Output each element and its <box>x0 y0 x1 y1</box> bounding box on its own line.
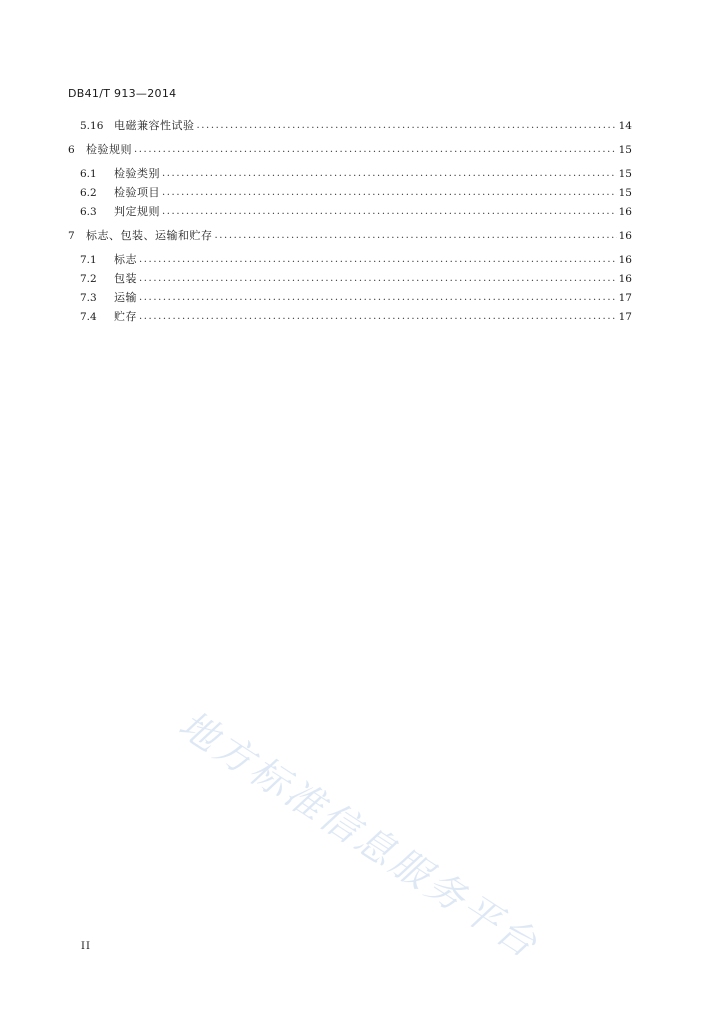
toc-entry-page: 15 <box>618 168 632 180</box>
toc-entry-7-2[interactable] <box>68 268 632 286</box>
toc-entry-title: 标志、包装、运输和贮存 <box>86 229 213 242</box>
toc-dot-leader <box>162 205 617 219</box>
toc-entry-page: 16 <box>618 230 632 242</box>
toc-entry-6[interactable] <box>68 139 632 157</box>
toc-entry-title: 标志 <box>114 253 137 266</box>
toc-entry-title: 包装 <box>114 272 137 285</box>
toc-entry-number: 7 <box>68 230 75 242</box>
toc-entry-6-3[interactable] <box>68 201 632 219</box>
toc-entry-page: 15 <box>618 187 632 199</box>
toc-entry-title: 运输 <box>114 291 137 304</box>
toc-entry-7-3[interactable] <box>68 287 632 305</box>
toc-entry-7-1[interactable] <box>68 249 632 267</box>
toc-entry-number: 6.1 <box>80 168 97 180</box>
toc-entry-page: 17 <box>618 292 632 304</box>
toc-dot-leader <box>134 143 617 157</box>
toc-entry-6-1[interactable] <box>68 163 632 181</box>
toc-entry-6-2[interactable] <box>68 182 632 200</box>
toc-entry-title: 贮存 <box>114 310 137 323</box>
page-number-footer: II <box>81 941 91 952</box>
toc-entry-number: 6.3 <box>80 206 97 218</box>
toc-dot-leader <box>139 310 617 324</box>
toc-entry-title: 电磁兼容性试验 <box>114 119 195 132</box>
toc-entry-page: 14 <box>618 120 632 132</box>
toc-entry-number: 7.4 <box>80 311 97 323</box>
toc-entry-title: 判定规则 <box>114 205 160 218</box>
toc-entry-number: 5.16 <box>80 120 104 132</box>
toc-entry-page: 17 <box>618 311 632 323</box>
toc-entry-number: 6.2 <box>80 187 97 199</box>
toc-dot-leader <box>139 272 617 286</box>
toc-dot-leader <box>139 291 617 305</box>
toc-entry-number: 7.3 <box>80 292 97 304</box>
toc-entry-page: 16 <box>618 206 632 218</box>
toc-dot-leader <box>197 119 617 133</box>
toc-entry-7-4[interactable] <box>68 306 632 324</box>
toc-dot-leader <box>139 253 617 267</box>
toc-entry-page: 16 <box>618 254 632 266</box>
toc-entry-page: 15 <box>618 144 632 156</box>
toc-entry-5-16[interactable] <box>68 115 632 133</box>
toc-entry-title: 检验项目 <box>114 186 160 199</box>
toc-dot-leader <box>215 229 617 243</box>
toc-entry-number: 7.1 <box>80 254 97 266</box>
toc-dot-leader <box>162 186 617 200</box>
toc-entry-title: 检验类别 <box>114 167 160 180</box>
watermark-text: 地方标准信息服务平台 <box>171 701 548 968</box>
document-code-header: DB41/T 913—2014 <box>68 87 177 100</box>
toc-entry-page: 16 <box>618 273 632 285</box>
toc-entry-number: 7.2 <box>80 273 97 285</box>
toc-entry-title: 检验规则 <box>86 143 132 156</box>
toc-entry-number: 6 <box>68 144 75 156</box>
toc-dot-leader <box>162 167 617 181</box>
toc-entry-7[interactable] <box>68 225 632 243</box>
